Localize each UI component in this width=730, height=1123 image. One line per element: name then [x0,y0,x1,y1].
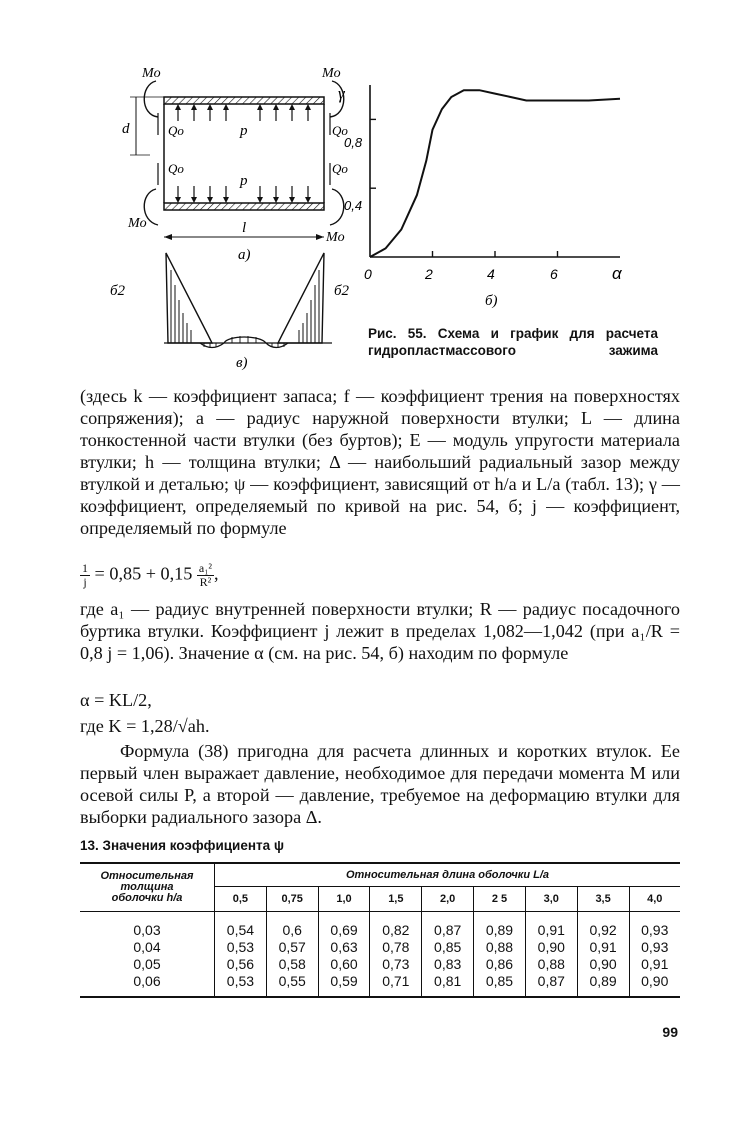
table-column [215,912,267,998]
column-header: 4,0 [629,887,680,912]
table-cell: 0,69 [330,922,358,938]
pressure-label-bottom: p [240,173,248,189]
x-axis-label: α [612,264,622,283]
table-cell: 0,85 [434,939,462,955]
paragraph-definitions [80,385,680,539]
table-column [318,912,370,998]
page-number: 99 [662,1024,678,1040]
shear-label-3: Qo [168,161,184,176]
x-tick-label-6: 6 [550,266,558,282]
table-cell: 0,60 [330,956,358,972]
x-tick-label-0: 0 [364,266,372,282]
table-column-first [80,912,215,998]
table-cell: 0,90 [537,939,565,955]
row-header [80,863,215,912]
formula-j-middle: = 0,85 + 0,15 [94,563,193,584]
table-column [525,912,577,998]
x-tick-label-2: 2 [425,266,433,282]
subfigure-b-label: б) [485,293,498,309]
formula-alpha: α = KL/2, [80,690,152,710]
table-cell: 0,89 [485,922,514,938]
paragraph-formula-38 [80,740,680,828]
table-cell: 0,71 [382,973,410,989]
fraction-lhs-numerator: 1 [82,561,88,575]
table-cell: 0,55 [278,973,306,989]
row-header-line: оболочки h/a [111,892,183,904]
row-header-line: толщина [120,881,174,893]
y-tick-label-0.8: 0,8 [344,135,363,150]
column-header: 3,0 [525,887,577,912]
fraction-lhs-denominator: j [83,575,87,589]
figure-55 [100,55,660,385]
table-cell: 0,63 [330,939,358,955]
table-cell: 0,93 [641,922,669,938]
y-axis-label: γ [338,84,345,103]
gamma-alpha-graph [320,75,650,315]
column-header: 2 5 [474,887,526,912]
table-cell: 0,93 [641,939,669,955]
shear-label-1: Qo [168,123,184,138]
table-column [577,912,629,998]
row-header-line: Относительная [100,870,194,882]
row-thickness-value: 0,04 [133,939,161,955]
pressure-label-top: p [240,123,248,139]
stress-label-right: б2 [334,283,350,299]
table-column [266,912,318,998]
row-thickness-value: 0,06 [133,973,161,989]
moment-label-bottom-left: Mo [128,216,147,231]
table-cell: 0,85 [485,973,514,989]
subfigure-a-label: a) [238,247,251,263]
subfigure-v-label: в) [236,355,248,371]
figure-caption: Рис. 55. Схема и график для расчета гидропластмассового зажима [368,326,658,358]
table-cell: 0,91 [537,922,565,938]
table-cell: 0,81 [434,973,462,989]
table-column [422,912,474,998]
span-header: Относительная длина оболочки L/a [215,863,681,887]
table-cell: 0,88 [485,939,514,955]
fraction-lhs [80,562,90,589]
formula-j-end: , [214,563,219,584]
table-cell: 0,90 [641,973,669,989]
shear-label-4: Qo [332,161,348,176]
paragraph-text: где a₁ — радиус внутренней поверхности втулки; R — радиус посадочного буртика втулки. Коэффициент j лежит в пределах 1,082—1,042 (при a₁/R = 0,8 j = 1,06). Значение α (см. на рис. 54, б) находим по формуле [80,599,680,663]
table-cell: 0,54 [226,922,255,938]
row-thickness-value: 0,05 [133,956,161,972]
moment-label-top-right: Mo [322,66,341,81]
table-cell: 0,56 [226,956,255,972]
column-header: 1,5 [370,887,422,912]
paragraph-text: Формула (38) пригодна для расчета длинных и коротких втулок. Ее первый член выражает давление, необходимое для передачи момента M или осевой силы P, а второй — давление, требуемое на деформацию втулки для выборки радиального зазора Δ. [80,741,680,827]
table-cell: 0,57 [278,939,306,955]
psi-coefficient-table [80,862,680,998]
paragraph-text: (здесь k — коэффициент запаса; f — коэффициент трения на поверхностях сопряжения); a — радиус наружной поверхности втулки; L — длина тонкостенной части втулки (без буртов); E — модуль упругости материала втулки; h — толщина втулки; Δ — наибольший радиальный зазор между втулкой и деталью; ψ — коэффициент, зависящий от h/a и L/a (табл. 13); γ — коэффициент, определяемый по кривой на рис. 54, б; j — коэффициент, определяемый по формуле [80,386,680,538]
dimension-d-label: d [122,121,130,137]
column-header: 1,0 [318,887,370,912]
column-header: 2,0 [422,887,474,912]
table-column [629,912,680,998]
table-cell: 0,86 [485,956,514,972]
table-cell: 0,89 [589,973,617,989]
table-cell: 0,82 [382,922,410,938]
fraction-rhs-numerator: a₁² [198,561,213,575]
table-cell: 0,87 [537,973,565,989]
table-cell: 0,92 [589,922,617,938]
moment-label-bottom-right: Mo [326,230,345,245]
table-cell: 0,87 [434,922,462,938]
table-cell: 0,90 [589,956,617,972]
x-tick-label-4: 4 [487,266,495,282]
shear-label-2: Qo [332,123,348,138]
stress-label-left: б2 [110,283,126,299]
table-cell: 0,58 [278,956,306,972]
table-cell: 0,53 [226,939,255,955]
formula-j [80,562,219,589]
dimension-l-label: l [242,220,247,236]
column-header: 0,5 [215,887,267,912]
formula-k: где K = 1,28/√ah. [80,716,210,736]
row-thickness-value: 0,03 [133,922,161,938]
table-title: 13. Значения коэффициента ψ [80,838,285,853]
column-header: 3,5 [577,887,629,912]
gamma-curve [370,90,620,257]
table-cell: 0,73 [382,956,410,972]
paragraph-a1 [80,598,680,664]
table-cell: 0,53 [226,973,255,989]
table-cell: 0,91 [641,956,669,972]
table-column [370,912,422,998]
table-cell: 0,59 [330,973,358,989]
column-header: 0,75 [266,887,318,912]
table-cell: 0,83 [434,956,462,972]
fraction-rhs-denominator: R² [199,575,212,589]
table-cell: 0,88 [537,956,565,972]
table-cell: 0,78 [382,939,410,955]
table-cell: 0,6 [282,922,302,938]
y-tick-label-0.4: 0,4 [344,198,363,213]
fraction-rhs [197,562,214,589]
table-cell: 0,91 [589,939,617,955]
table-column [474,912,526,998]
moment-label-top-left: Mo [142,66,161,81]
